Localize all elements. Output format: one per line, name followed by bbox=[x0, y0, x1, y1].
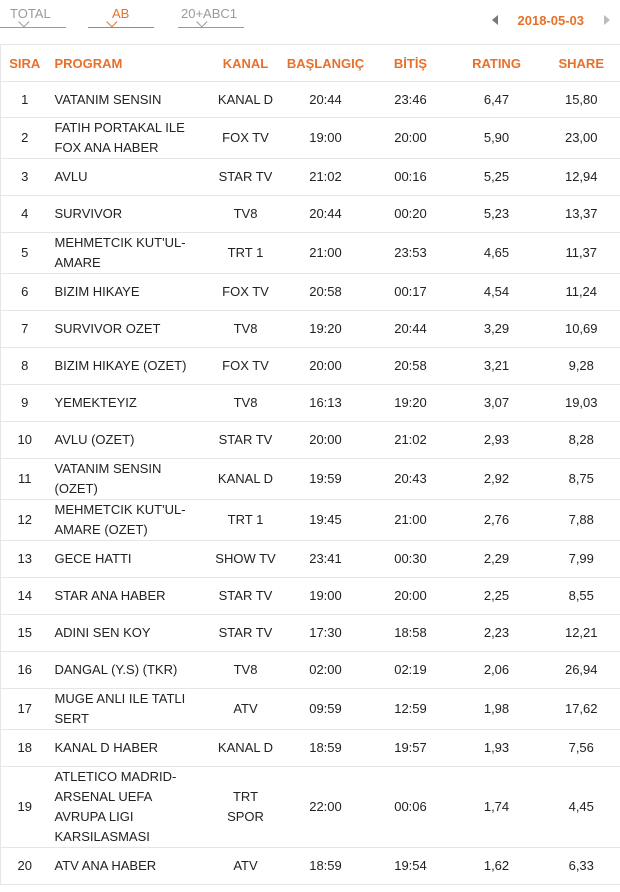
tab-20-abc1-label: 20+ABC1 bbox=[181, 6, 238, 21]
cell-share: 11,37 bbox=[543, 233, 620, 274]
cell-baslangic: 19:45 bbox=[281, 500, 371, 541]
cell-baslangic: 20:00 bbox=[281, 422, 371, 459]
tab-ab[interactable] bbox=[88, 6, 154, 32]
table-row bbox=[1, 422, 620, 459]
cell-rating: 5,23 bbox=[451, 196, 543, 233]
cell-program: KANAL D HABER bbox=[49, 730, 211, 767]
selected-date: 2018-05-03 bbox=[517, 12, 584, 28]
cell-rating: 4,65 bbox=[451, 233, 543, 274]
cell-rating: 3,07 bbox=[451, 385, 543, 422]
table-row bbox=[1, 578, 620, 615]
cell-bitis: 23:46 bbox=[371, 82, 451, 118]
cell-baslangic: 20:58 bbox=[281, 274, 371, 311]
cell-bitis: 23:53 bbox=[371, 233, 451, 274]
table-row bbox=[1, 500, 620, 541]
cell-sira: 12 bbox=[1, 500, 49, 541]
cell-baslangic: 18:59 bbox=[281, 848, 371, 885]
cell-bitis: 20:58 bbox=[371, 348, 451, 385]
cell-sira: 20 bbox=[1, 848, 49, 885]
table-row bbox=[1, 767, 620, 848]
cell-sira: 17 bbox=[1, 689, 49, 730]
cell-bitis: 20:00 bbox=[371, 578, 451, 615]
cell-sira: 9 bbox=[1, 385, 49, 422]
tab-underline bbox=[88, 27, 154, 28]
cell-sira: 2 bbox=[1, 118, 49, 159]
cell-rating: 6,47 bbox=[451, 82, 543, 118]
cell-baslangic: 21:00 bbox=[281, 233, 371, 274]
tab-total[interactable] bbox=[0, 6, 66, 32]
cell-share: 7,99 bbox=[543, 541, 620, 578]
cell-kanal: TV8 bbox=[211, 311, 281, 348]
header-rating: RATING bbox=[472, 55, 521, 71]
cell-rating: 3,29 bbox=[451, 311, 543, 348]
cell-rating: 2,93 bbox=[451, 422, 543, 459]
cell-program: VATANIM SENSIN (OZET) bbox=[49, 459, 211, 500]
cell-share: 13,37 bbox=[543, 196, 620, 233]
cell-sira: 19 bbox=[1, 767, 49, 848]
cell-rating: 3,21 bbox=[451, 348, 543, 385]
cell-sira: 11 bbox=[1, 459, 49, 500]
cell-program: MEHMETCIK KUT'UL-AMARE bbox=[49, 233, 211, 274]
cell-program: ATLETICO MADRID-ARSENAL UEFA AVRUPA LIGI KARSILASMASI bbox=[49, 767, 211, 848]
cell-kanal: STAR TV bbox=[211, 578, 281, 615]
cell-bitis: 21:00 bbox=[371, 500, 451, 541]
cell-kanal: KANAL D bbox=[211, 82, 281, 118]
tab-ab-label: AB bbox=[112, 6, 130, 21]
table-row bbox=[1, 730, 620, 767]
cell-kanal: SHOW TV bbox=[211, 541, 281, 578]
cell-program: DANGAL (Y.S) (TKR) bbox=[49, 652, 211, 689]
cell-share: 8,55 bbox=[543, 578, 620, 615]
cell-bitis: 19:57 bbox=[371, 730, 451, 767]
cell-sira: 8 bbox=[1, 348, 49, 385]
cell-share: 19,03 bbox=[543, 385, 620, 422]
cell-baslangic: 16:13 bbox=[281, 385, 371, 422]
cell-bitis: 12:59 bbox=[371, 689, 451, 730]
cell-program: MEHMETCIK KUT'UL-AMARE (OZET) bbox=[49, 500, 211, 541]
cell-sira: 5 bbox=[1, 233, 49, 274]
cell-share: 23,00 bbox=[543, 118, 620, 159]
cell-kanal: FOX TV bbox=[211, 348, 281, 385]
cell-kanal: TRT 1 bbox=[211, 233, 281, 274]
cell-share: 6,33 bbox=[543, 848, 620, 885]
cell-sira: 10 bbox=[1, 422, 49, 459]
cell-rating: 2,29 bbox=[451, 541, 543, 578]
cell-rating: 2,23 bbox=[451, 615, 543, 652]
cell-baslangic: 20:44 bbox=[281, 196, 371, 233]
cell-bitis: 00:17 bbox=[371, 274, 451, 311]
cell-baslangic: 19:59 bbox=[281, 459, 371, 500]
cell-kanal: TRT 1 bbox=[211, 500, 281, 541]
cell-kanal: TV8 bbox=[211, 652, 281, 689]
tab-total-label: TOTAL bbox=[10, 6, 51, 21]
cell-bitis: 19:54 bbox=[371, 848, 451, 885]
cell-sira: 7 bbox=[1, 311, 49, 348]
table-row bbox=[1, 233, 620, 274]
table-row bbox=[1, 348, 620, 385]
cell-rating: 2,92 bbox=[451, 459, 543, 500]
cell-program: SURVIVOR bbox=[49, 196, 211, 233]
cell-baslangic: 19:00 bbox=[281, 118, 371, 159]
cell-bitis: 19:20 bbox=[371, 385, 451, 422]
table-row bbox=[1, 118, 620, 159]
cell-share: 15,80 bbox=[543, 82, 620, 118]
cell-sira: 3 bbox=[1, 159, 49, 196]
table-header-row bbox=[1, 45, 620, 82]
cell-baslangic: 20:44 bbox=[281, 82, 371, 118]
cell-share: 4,45 bbox=[543, 767, 620, 848]
cell-program: AVLU (OZET) bbox=[49, 422, 211, 459]
cell-program: BIZIM HIKAYE (OZET) bbox=[49, 348, 211, 385]
tab-underline bbox=[0, 27, 66, 28]
cell-bitis: 21:02 bbox=[371, 422, 451, 459]
cell-share: 26,94 bbox=[543, 652, 620, 689]
previous-date-arrow-icon[interactable] bbox=[492, 15, 498, 25]
cell-baslangic: 22:00 bbox=[281, 767, 371, 848]
cell-kanal: STAR TV bbox=[211, 159, 281, 196]
cell-bitis: 00:16 bbox=[371, 159, 451, 196]
cell-sira: 16 bbox=[1, 652, 49, 689]
cell-baslangic: 17:30 bbox=[281, 615, 371, 652]
date-navigator bbox=[492, 10, 611, 30]
cell-kanal: KANAL D bbox=[211, 459, 281, 500]
header-program: PROGRAM bbox=[54, 55, 123, 71]
cell-program: FATIH PORTAKAL ILE FOX ANA HABER bbox=[49, 118, 211, 159]
cell-rating: 2,06 bbox=[451, 652, 543, 689]
table-row bbox=[1, 274, 620, 311]
cell-share: 9,28 bbox=[543, 348, 620, 385]
cell-baslangic: 21:02 bbox=[281, 159, 371, 196]
cell-share: 12,21 bbox=[543, 615, 620, 652]
header-bitis: BİTİŞ bbox=[393, 55, 428, 71]
cell-sira: 6 bbox=[1, 274, 49, 311]
tab-underline bbox=[178, 27, 244, 28]
cell-kanal: ATV bbox=[211, 689, 281, 730]
cell-share: 11,24 bbox=[543, 274, 620, 311]
cell-program: SURVIVOR OZET bbox=[49, 311, 211, 348]
cell-rating: 5,90 bbox=[451, 118, 543, 159]
cell-kanal: FOX TV bbox=[211, 274, 281, 311]
cell-program: ATV ANA HABER bbox=[49, 848, 211, 885]
table-row bbox=[1, 848, 620, 885]
cell-rating: 1,74 bbox=[451, 767, 543, 848]
cell-sira: 15 bbox=[1, 615, 49, 652]
cell-bitis: 18:58 bbox=[371, 615, 451, 652]
cell-share: 8,28 bbox=[543, 422, 620, 459]
cell-sira: 18 bbox=[1, 730, 49, 767]
tab-20-abc1[interactable] bbox=[178, 6, 244, 32]
cell-baslangic: 02:00 bbox=[281, 652, 371, 689]
table-row bbox=[1, 615, 620, 652]
cell-program: STAR ANA HABER bbox=[49, 578, 211, 615]
cell-bitis: 00:30 bbox=[371, 541, 451, 578]
cell-baslangic: 19:20 bbox=[281, 311, 371, 348]
cell-rating: 1,62 bbox=[451, 848, 543, 885]
cell-kanal: FOX TV bbox=[211, 118, 281, 159]
cell-bitis: 20:43 bbox=[371, 459, 451, 500]
header-baslangic: BAŞLANGIÇ bbox=[286, 55, 365, 71]
cell-rating: 1,93 bbox=[451, 730, 543, 767]
header-kanal: KANAL bbox=[222, 55, 269, 71]
cell-rating: 2,76 bbox=[451, 500, 543, 541]
table-row bbox=[1, 459, 620, 500]
table-row bbox=[1, 159, 620, 196]
cell-kanal: TV8 bbox=[211, 385, 281, 422]
cell-sira: 1 bbox=[1, 82, 49, 118]
table-row bbox=[1, 311, 620, 348]
cell-sira: 14 bbox=[1, 578, 49, 615]
cell-share: 8,75 bbox=[543, 459, 620, 500]
cell-bitis: 00:20 bbox=[371, 196, 451, 233]
cell-kanal: STAR TV bbox=[211, 615, 281, 652]
header-sira: SIRA bbox=[9, 55, 41, 71]
top-bar bbox=[0, 0, 620, 44]
cell-baslangic: 20:00 bbox=[281, 348, 371, 385]
cell-program: GECE HATTI bbox=[49, 541, 211, 578]
cell-sira: 13 bbox=[1, 541, 49, 578]
cell-share: 7,56 bbox=[543, 730, 620, 767]
cell-program: BIZIM HIKAYE bbox=[49, 274, 211, 311]
cell-bitis: 20:44 bbox=[371, 311, 451, 348]
cell-share: 17,62 bbox=[543, 689, 620, 730]
cell-rating: 2,25 bbox=[451, 578, 543, 615]
cell-kanal: KANAL D bbox=[211, 730, 281, 767]
cell-program: AVLU bbox=[49, 159, 211, 196]
cell-bitis: 20:00 bbox=[371, 118, 451, 159]
cell-kanal: STAR TV bbox=[211, 422, 281, 459]
cell-sira: 4 bbox=[1, 196, 49, 233]
cell-program: YEMEKTEYIZ bbox=[49, 385, 211, 422]
table-row bbox=[1, 652, 620, 689]
table-row bbox=[1, 196, 620, 233]
table-row bbox=[1, 82, 620, 118]
cell-baslangic: 23:41 bbox=[281, 541, 371, 578]
cell-baslangic: 19:00 bbox=[281, 578, 371, 615]
cell-baslangic: 09:59 bbox=[281, 689, 371, 730]
table-row bbox=[1, 385, 620, 422]
cell-rating: 5,25 bbox=[451, 159, 543, 196]
cell-share: 12,94 bbox=[543, 159, 620, 196]
table-row bbox=[1, 689, 620, 730]
cell-rating: 4,54 bbox=[451, 274, 543, 311]
cell-rating: 1,98 bbox=[451, 689, 543, 730]
cell-program: VATANIM SENSIN bbox=[49, 82, 211, 118]
cell-share: 10,69 bbox=[543, 311, 620, 348]
cell-baslangic: 18:59 bbox=[281, 730, 371, 767]
cell-bitis: 02:19 bbox=[371, 652, 451, 689]
table-row bbox=[1, 541, 620, 578]
cell-kanal: ATV bbox=[211, 848, 281, 885]
ratings-table bbox=[0, 44, 620, 885]
cell-bitis: 00:06 bbox=[371, 767, 451, 848]
cell-program: ADINI SEN KOY bbox=[49, 615, 211, 652]
cell-kanal: TRT SPOR bbox=[211, 767, 281, 848]
cell-program: MUGE ANLI ILE TATLI SERT bbox=[49, 689, 211, 730]
cell-share: 7,88 bbox=[543, 500, 620, 541]
header-share: SHARE bbox=[558, 55, 604, 71]
next-date-arrow-icon[interactable] bbox=[604, 15, 610, 25]
cell-kanal: TV8 bbox=[211, 196, 281, 233]
